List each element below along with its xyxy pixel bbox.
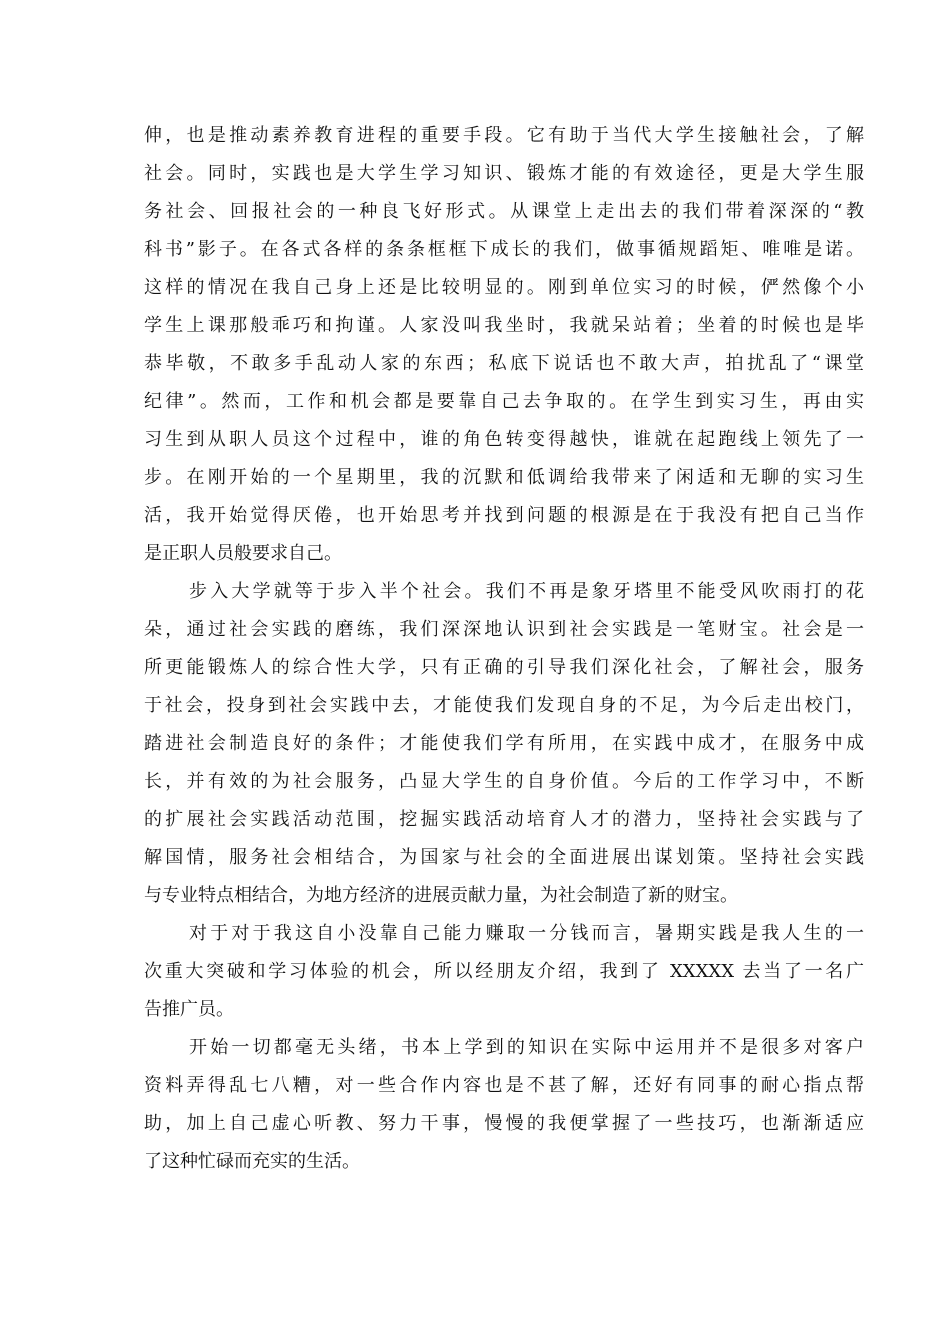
text-line: 这样的情况在我自己身上还是比较明显的。刚到单位实习的时候，俨然像个小 — [144, 277, 864, 298]
text-line: 步。在刚开始的一个星期里，我的沉默和低调给我带来了闲适和无聊的实习生 — [144, 467, 864, 488]
text-line: 纪律”。然而，工作和机会都是要靠自己去争取的。在学生到实习生，再由实 — [144, 391, 864, 412]
text-line: 伸，也是推动素养教育进程的重要手段。它有助于当代大学生接触社会，了解 — [144, 125, 864, 146]
text-line: 了这种忙碌而充实的生活。 — [144, 1151, 360, 1172]
text-line: 资料弄得乱七八糟，对一些合作内容也是不甚了解，还好有同事的耐心指点帮 — [144, 1075, 864, 1096]
text-line: 开始一切都毫无头绪，书本上学到的知识在实际中运用并不是很多对客户 — [189, 1037, 864, 1058]
text-line: 于社会，投身到社会实践中去，才能使我们发现自身的不足，为今后走出校门， — [144, 695, 864, 716]
text-line: 解国情，服务社会相结合，为国家与社会的全面进展出谋划策。坚持社会实践 — [144, 847, 864, 868]
text-line: 科书”影子。在各式各样的条条框框下成长的我们，做事循规蹈矩、唯唯是诺。 — [144, 239, 864, 260]
text-line: 社会。同时，实践也是大学生学习知识、锻炼才能的有效途径，更是大学生服 — [144, 163, 864, 184]
text-line: 次重大突破和学习体验的机会，所以经朋友介绍，我到了 XXXXX 去当了一名广 — [144, 961, 864, 982]
body-text — [144, 117, 864, 1181]
paragraph-2 — [144, 573, 864, 915]
text-line: 长，并有效的为社会服务，凸显大学生的自身价值。今后的工作学习中，不断 — [144, 771, 864, 792]
text-line: 所更能锻炼人的综合性大学，只有正确的引导我们深化社会，了解社会，服务 — [144, 657, 864, 678]
text-line: 活，我开始觉得厌倦，也开始思考并找到问题的根源是在于我没有把自己当作 — [144, 505, 864, 526]
paragraph-3 — [144, 915, 864, 1029]
text-line: 告推广员。 — [144, 999, 234, 1020]
text-line: 学生上课那般乖巧和拘谨。人家没叫我坐时，我就呆站着；坐着的时候也是毕 — [144, 315, 864, 336]
text-line: 对于对于我这自小没靠自己能力赚取一分钱而言，暑期实践是我人生的一 — [189, 923, 864, 944]
text-line: 步入大学就等于步入半个社会。我们不再是象牙塔里不能受风吹雨打的花 — [189, 581, 864, 602]
text-line: 是正职人员般要求自己。 — [144, 543, 342, 564]
text-line: 与专业特点相结合，为地方经济的进展贡献力量，为社会制造了新的财宝。 — [144, 885, 738, 906]
text-line: 助，加上自己虚心听教、努力干事，慢慢的我便掌握了一些技巧，也渐渐适应 — [144, 1113, 864, 1134]
text-line: 朵，通过社会实践的磨练，我们深深地认识到社会实践是一笔财宝。社会是一 — [144, 619, 864, 640]
text-line: 恭毕敬，不敢多手乱动人家的东西；私底下说话也不敢大声，拍扰乱了“课堂 — [144, 353, 864, 374]
paragraph-1 — [144, 117, 864, 573]
text-line: 的扩展社会实践活动范围，挖掘实践活动培育人才的潜力，坚持社会实践与了 — [144, 809, 864, 830]
text-line: 习生到从职人员这个过程中，谁的角色转变得越快，谁就在起跑线上领先了一 — [144, 429, 864, 450]
text-line: 踏进社会制造良好的条件；才能使我们学有所用，在实践中成才，在服务中成 — [144, 733, 864, 754]
text-line: 务社会、回报社会的一种良飞好形式。从课堂上走出去的我们带着深深的“教 — [144, 201, 864, 222]
paragraph-4 — [144, 1029, 864, 1181]
